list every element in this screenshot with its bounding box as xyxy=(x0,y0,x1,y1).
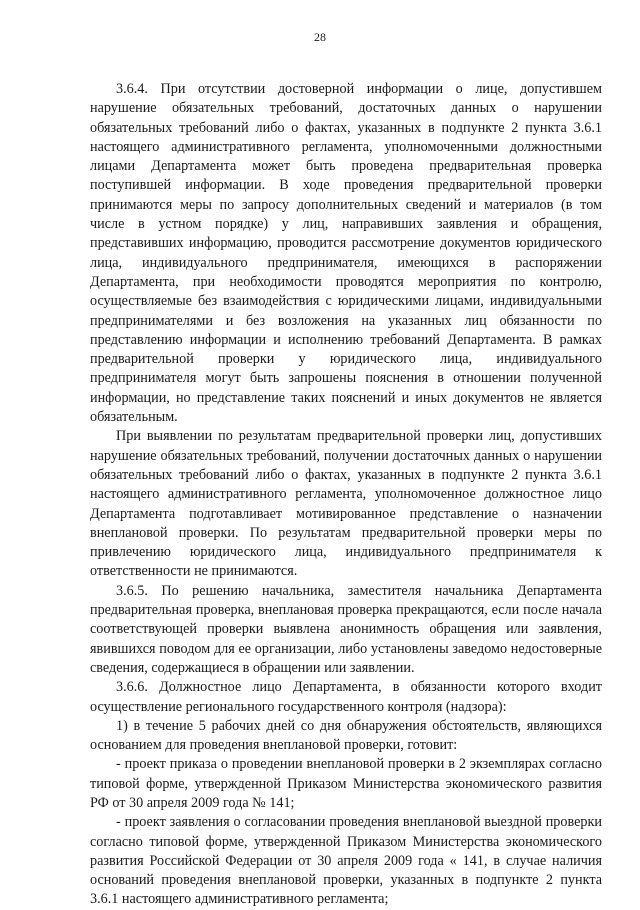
paragraph-3-6-5: 3.6.5. По решению начальника, заместителя начальника Департамента предварительная проверка, внеплановая проверка прекращаются, если после начала соответствующей проверки выявлена анонимность обращения или заявления, явившихся поводом для ее организации, либо установлены заведомо недостоверные сведения, содержащиеся в обращении или заявлении. xyxy=(90,582,602,676)
document-body xyxy=(90,80,602,910)
list-item-1: 1) в течение 5 рабочих дней со дня обнаружения обстоятельств, являющихся основанием для проведения внеплановой проверки, готовит: xyxy=(90,717,602,754)
list-item-order-draft: - проект приказа о проведении внеплановой проверки в 2 экземплярах согласно типовой форме, утвержденной Приказом Министерства экономического развития РФ от 30 апреля 2009 года № 141; xyxy=(90,756,602,811)
page-number: 28 xyxy=(314,30,326,44)
list-item-application-draft: - проект заявления о согласовании проведения внеплановой выездной проверки согласно типовой форме, утвержденной Приказом Министерства экономического развития Российской Федерации от 30 апреля 2009 года « 141, в случае наличия оснований проведения внеплановой проверки, указанных в подпункте 2 пункта 3.6.1 настоящего административного регламента; xyxy=(90,814,602,908)
paragraph-3-6-6: 3.6.6. Должностное лицо Департамента, в обязанности которого входит осуществление регионального государственного контроля (надзора): xyxy=(90,679,602,715)
paragraph-preliminary-check-results: При выявлении по результатам предварительной проверки лиц, допустивших нарушение обязательных требований, получении достаточных данных о нарушении обязательных требований либо о фактах, указанных в подпункте 2 пункта 3.6.1 настоящего административного регламента, уполномоченное должностное лицо Департамента подготавливает мотивированное представление о назначении внеплановой проверки. По результатам предварительной проверки меры по привлечению юридического лица, индивидуального предпринимателя к ответственности не принимаются. xyxy=(90,428,602,580)
paragraph-3-6-4: 3.6.4. При отсутствии достоверной информации о лице, допустившем нарушение обязательных требований, достаточных данных о нарушении обязательных требований либо о фактах, указанных в подпункте 2 пункта 3.6.1 настоящего административного регламента, уполномоченными должностными лицами Департамента может быть проведена предварительная проверка поступившей информации. В ходе проведения предварительной проверки принимаются меры по запросу дополнительных сведений и материалов (в том числе в устном порядке) у лиц, направивших заявления и обращения, представивших информацию, проводится рассмотрение документов юридического лица, индивидуального предпринимателя, имеющихся в распоряжении Департамента, при необходимости проводятся мероприятия по контролю, осуществляемые без взаимодействия с юридическими лицами, индивидуальными предпринимателями и без возложения на указанных лиц обязанности по представлению информации и исполнению требований Департамента. В рамках предварительной проверки у юридического лица, индивидуального предпринимателя могут быть запрошены пояснения в отношении полученной информации, но представление таких пояснений и иных документов не является обязательным. xyxy=(90,81,602,426)
